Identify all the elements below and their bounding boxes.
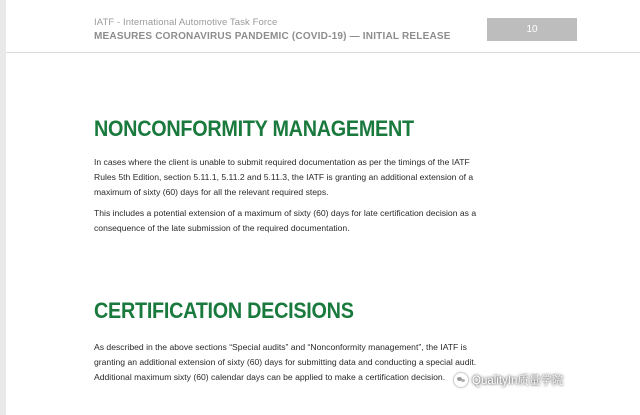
paragraph-certification-1: As described in the above sections “Special audits” and “Nonconformity management”, the IATF is granting an additional extension of sixty (60) days for submitting data and conducting a special audit. Additional maximum sixty (60) calendar days can be applied to make a certification decision. bbox=[94, 342, 477, 382]
watermark-text: QualityIn质量学院 bbox=[472, 375, 564, 387]
paragraph-nonconformity-1: In cases where the client is unable to submit required documentation as per the timings of the IATF Rules 5th Edition, section 5.11.1, 5.11.2 and 5.11.3, the IATF is granting an additional extension of a maximum of sixty (60) days for all the relevant required steps. bbox=[94, 157, 474, 197]
header-title: MEASURES CORONAVIRUS PANDEMIC (COVID-19) — INITIAL RELEASE bbox=[94, 31, 451, 42]
header-divider bbox=[6, 52, 640, 53]
watermark bbox=[454, 372, 563, 388]
section-heading-certification: CERTIFICATION DECISIONS bbox=[94, 298, 354, 323]
header-organization: IATF - International Automotive Task Force bbox=[94, 17, 278, 28]
document-page bbox=[6, 0, 640, 415]
section-heading-nonconformity: NONCONFORMITY MANAGEMENT bbox=[94, 116, 414, 141]
page-number: 10 bbox=[487, 18, 577, 41]
wechat-icon bbox=[454, 373, 468, 387]
paragraph-nonconformity-2: This includes a potential extension of a maximum of sixty (60) days for late certification decision as a consequence of the late submission of the required documentation. bbox=[94, 208, 477, 233]
